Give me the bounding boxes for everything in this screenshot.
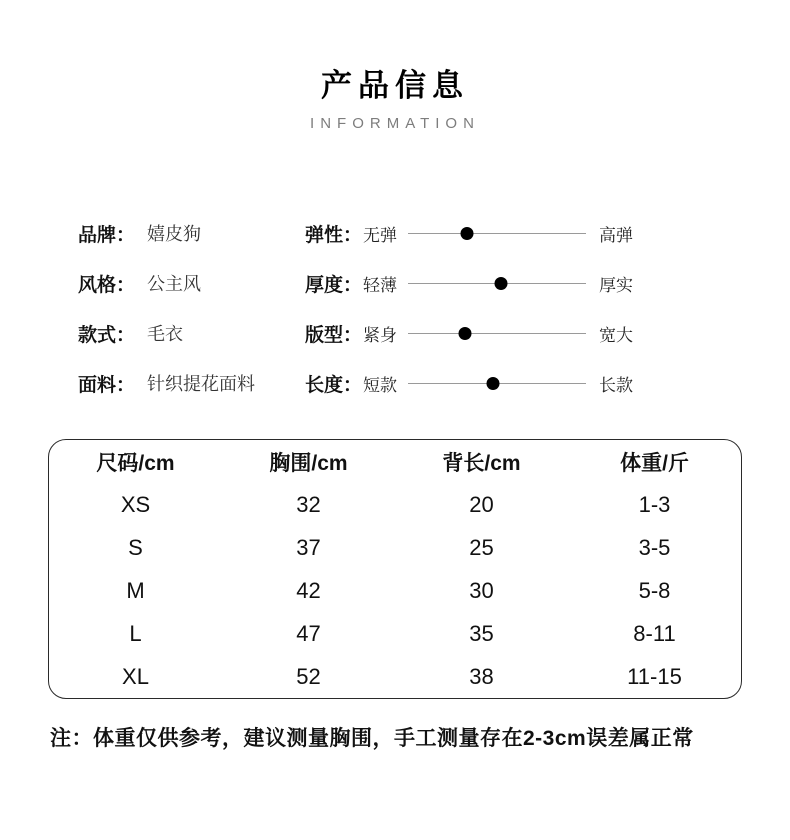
slider-row-fit: [305, 308, 790, 358]
column-header: 背长/cm: [442, 451, 521, 475]
table-cell: 25: [469, 534, 494, 560]
table-row-xl: [49, 655, 741, 698]
slider-right-end-label: 高弹: [599, 225, 633, 245]
table-cell: S: [128, 534, 143, 560]
column-header: 胸围/cm: [269, 451, 348, 475]
table-cell: 35: [469, 620, 494, 646]
slider-left-end-label: 紧身: [363, 325, 397, 345]
table-cell: 37: [296, 534, 321, 560]
table-cell: 47: [296, 620, 321, 646]
size-table-header-row: [49, 440, 741, 483]
attribute-row-style: [78, 258, 305, 308]
attribute-row-type: [78, 308, 305, 358]
table-cell: 5-8: [638, 577, 671, 603]
table-cell: 8-11: [633, 620, 676, 646]
slider-row-length: [305, 358, 790, 408]
attribute-row-brand: [78, 208, 305, 258]
column-header: 体重/斤: [620, 451, 689, 475]
attribute-value: 针织提花面料: [147, 374, 256, 394]
table-cell: 38: [469, 663, 494, 689]
slider-left-end-label: 轻薄: [363, 275, 397, 295]
slider-dot-icon: [458, 327, 471, 340]
table-cell: XL: [122, 663, 149, 689]
attribute-value: 嬉皮狗: [147, 224, 202, 244]
slider-left-end-label: 短款: [363, 375, 397, 395]
slider-right-end-label: 宽大: [599, 325, 633, 345]
page-header: [0, 0, 790, 132]
table-cell: XS: [120, 491, 151, 517]
slider-label: 厚度：: [305, 274, 363, 296]
table-cell: 30: [469, 577, 494, 603]
attribute-label: 面料：: [78, 374, 136, 396]
attribute-label: 品牌：: [78, 224, 136, 246]
column-header: 尺码/cm: [96, 451, 175, 475]
attribute-label: 款式：: [78, 324, 136, 346]
table-cell: M: [126, 577, 145, 603]
table-cell: 20: [469, 491, 494, 517]
table-cell: 52: [296, 663, 321, 689]
attributes-list: [0, 208, 305, 408]
slider-dot-icon: [487, 377, 500, 390]
table-cell: 1-3: [638, 491, 671, 517]
size-table: [48, 439, 742, 699]
table-row-l: [49, 612, 741, 655]
slider-label: 弹性：: [305, 224, 363, 246]
attribute-value: 公主风: [147, 274, 202, 294]
page-title: 产品信息: [321, 68, 469, 103]
note-text: 注：体重仅供参考，建议测量胸围，手工测量存在2-3cm误差属正常: [50, 727, 694, 750]
table-cell: 32: [296, 491, 321, 517]
slider-track: [408, 377, 586, 390]
slider-row-elasticity: [305, 208, 790, 258]
sliders-list: [305, 208, 790, 408]
table-row-s: [49, 526, 741, 569]
table-row-m: [49, 569, 741, 612]
attribute-label: 风格：: [78, 274, 136, 296]
slider-label: 版型：: [305, 324, 363, 346]
table-cell: 11-15: [627, 663, 682, 689]
table-row-xs: [49, 483, 741, 526]
slider-right-end-label: 长款: [599, 375, 633, 395]
slider-track: [408, 327, 586, 340]
table-cell: 42: [296, 577, 321, 603]
slider-dot-icon: [460, 227, 473, 240]
page-subtitle: INFORMATION: [310, 115, 480, 132]
slider-label: 长度：: [305, 374, 363, 396]
info-section: [0, 208, 790, 408]
slider-track: [408, 277, 586, 290]
attribute-row-fabric: [78, 358, 305, 408]
attribute-value: 毛衣: [147, 324, 184, 344]
slider-dot-icon: [494, 277, 507, 290]
table-cell: 3-5: [638, 534, 671, 560]
slider-right-end-label: 厚实: [599, 275, 633, 295]
table-cell: L: [129, 620, 142, 646]
slider-row-thickness: [305, 258, 790, 308]
slider-track: [408, 227, 586, 240]
slider-left-end-label: 无弹: [363, 225, 397, 245]
